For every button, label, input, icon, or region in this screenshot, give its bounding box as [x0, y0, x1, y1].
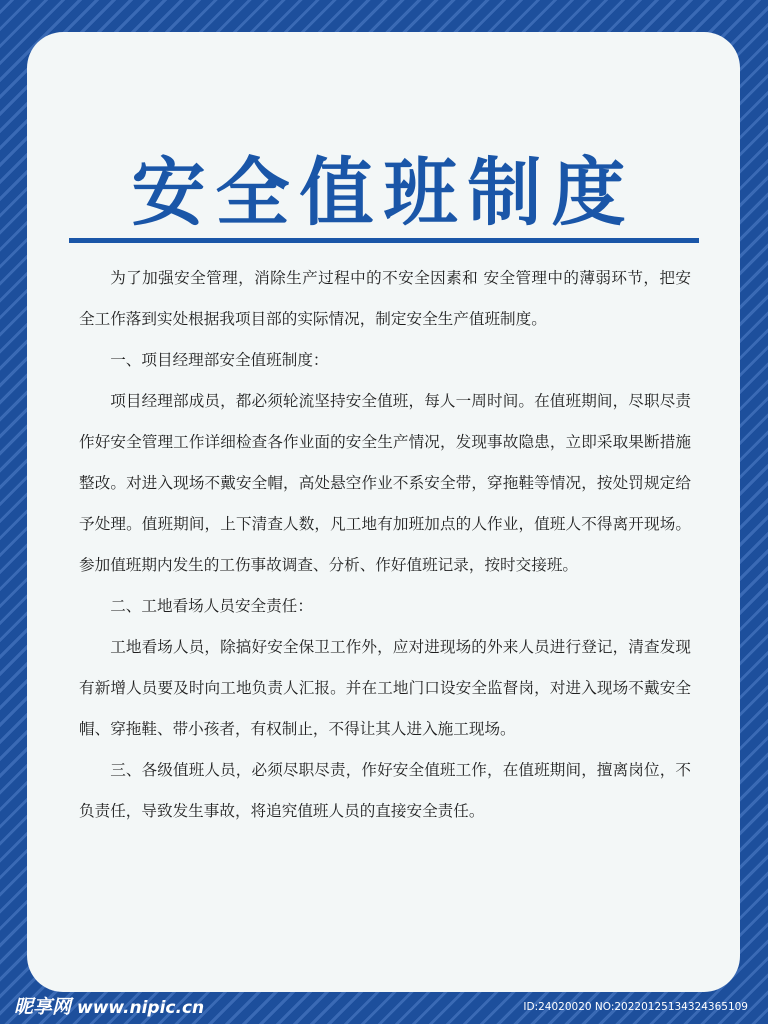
logo-text: 昵享网: [14, 996, 72, 1018]
document-body: [79, 258, 691, 832]
document-title: 安全值班制度: [131, 150, 636, 236]
intro-paragraph: 为了加强安全管理，消除生产过程中的不安全因素和 安全管理中的薄弱环节，把安全工作落到实处根据我项目部的实际情况，制定安全生产值班制度。: [79, 269, 691, 328]
section-2-heading: 二、工地看场人员安全责任：: [110, 597, 313, 615]
watermark-logo: [14, 994, 204, 1020]
title-divider: [69, 238, 699, 243]
section-3-paragraph: 三、各级值班人员，必须尽职尽责，作好安全值班工作，在值班期间，擅离岗位，不负责任，导致发生事故，将追究值班人员的直接安全责任。: [79, 761, 691, 820]
document-card: [27, 32, 740, 992]
section-2-paragraph: 工地看场人员，除搞好安全保卫工作外，应对进现场的外来人员进行登记，清查发现有新增人员要及时向工地负责人汇报。并在工地门口设安全监督岗，对进入现场不戴安全帽、穿拖鞋、带小孩者，有权制止，不得让其人进入施工现场。: [79, 638, 691, 738]
image-id-label: ID:24020020 NO:20220125134324365109: [523, 1001, 748, 1013]
section-1-heading: 一、项目经理部安全值班制度：: [110, 351, 329, 369]
site-url: www.nipic.cn: [77, 998, 205, 1018]
section-1-paragraph: 项目经理部成员，都必须轮流坚持安全值班，每人一周时间。在值班期间，尽职尽责作好安全管理工作详细检查各作业面的安全生产情况，发现事故隐患，立即采取果断措施整改。对进入现场不戴安全帽，高处悬空作业不系安全带，穿拖鞋等情况，按处罚规定给予处理。值班期间，上下清查人数，凡工地有加班加点的人作业，值班人不得离开现场。参加值班期内发生的工伤事故调查、分析、作好值班记录，按时交接班。: [79, 392, 691, 574]
